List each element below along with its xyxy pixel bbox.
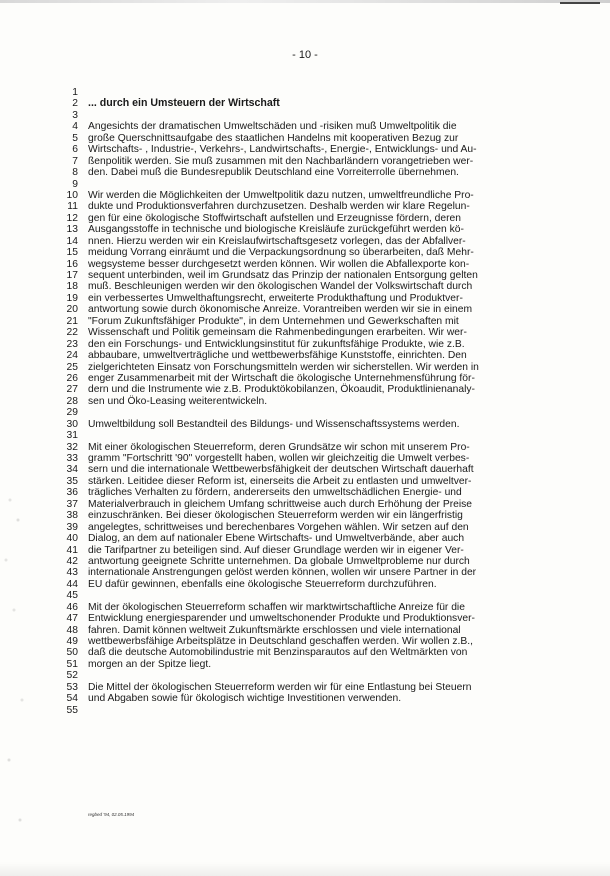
line-number: 54	[66, 693, 78, 705]
text-line	[0, 144, 610, 155]
text-line	[0, 247, 610, 258]
line-text: muß. Beschleunigen werden wir den ökologischen Wandel der Volkswirtschaft durch	[88, 281, 473, 293]
line-number: 16	[66, 258, 78, 270]
text-line	[0, 201, 610, 212]
line-text: Umweltbildung soll Bestandteil des Bildungs- und Wissenschaftssystems werden.	[88, 418, 460, 430]
line-text: und Abgaben sowie für ökologisch wichtige Investitionen verwenden.	[88, 693, 402, 705]
text-line	[0, 407, 610, 418]
line-number: 42	[66, 555, 78, 567]
text-line	[0, 339, 610, 350]
line-number: 3	[72, 109, 78, 121]
line-number: 40	[66, 533, 78, 545]
line-number: 36	[66, 487, 78, 499]
text-line	[0, 556, 610, 567]
line-number: 8	[72, 167, 78, 179]
line-text: enger Zusammenarbeit mit der Wirtschaft die ökologische Unternehmensführung för-	[88, 372, 475, 384]
line-text: "Forum Zukunftsfähiger Produkte", in dem Unternehmen und Gewerkschaften mit	[88, 315, 459, 327]
line-text: abbaubare, umweltverträgliche und wettbewerbsfähige Kunststoffe, einrichten. Den	[88, 350, 467, 362]
line-number: 51	[66, 658, 78, 670]
text-line	[0, 224, 610, 235]
line-text: Angesichts der dramatischen Umweltschäden und -risiken muß Umweltpolitik die	[88, 121, 457, 133]
line-text: ßenpolitik werden. Sie muß zusammen mit den Nachbarländern vorangetrieben wer-	[88, 155, 474, 167]
line-text: große Querschnittsaufgabe des staatlichen Handelns mit kooperativen Bezug zur	[88, 132, 459, 144]
scan-bottom-edge	[0, 862, 610, 876]
line-text: trägliches Verhalten zu fördern, andererseits den umweltschädlichen Energie- und	[88, 487, 462, 499]
text-line	[0, 705, 610, 716]
text-line	[0, 567, 610, 578]
text-line	[0, 545, 610, 556]
line-number: 31	[66, 430, 78, 442]
line-number: 30	[66, 418, 78, 430]
text-line	[0, 613, 610, 624]
line-number: 41	[66, 544, 78, 556]
line-text: internationale Anstrengungen gelöst werden können, wollen wir unsere Partner in der	[88, 567, 477, 579]
line-text: den. Dabei muß die Bundesrepublik Deutschland eine Vorreiterrolle übernehmen.	[88, 167, 459, 179]
text-line	[0, 430, 610, 441]
line-number: 1	[72, 87, 78, 98]
text-line	[0, 293, 610, 304]
line-text: einzuschränken. Bei dieser ökologischen Steuerreform werden wir ein längerfristig	[88, 510, 463, 522]
line-text: gramm "Fortschritt '90" vorgestellt haben, wollen wir gleichzeitig die Umwelt verbes-	[88, 453, 470, 464]
line-text: antwortung sowie durch ökonomische Anreize. Vorantreiben werden wir sie in einem	[88, 304, 473, 316]
text-line	[0, 110, 610, 121]
line-number: 10	[66, 189, 78, 201]
text-line	[0, 659, 610, 670]
text-line	[0, 453, 610, 464]
text-line	[0, 636, 610, 647]
line-text: sequent unterbinden, weil im Grundsatz das Prinzip der nationalen Entsorgung gelten	[88, 270, 478, 281]
text-line	[0, 316, 610, 327]
text-line	[0, 419, 610, 430]
text-line	[0, 693, 610, 704]
text-line	[0, 647, 610, 658]
line-number: 34	[66, 464, 78, 476]
text-line	[0, 304, 610, 315]
text-line	[0, 510, 610, 521]
line-text: gen für eine ökologische Stoffwirtschaft aufstellen und Erzeugnisse fördern, deren	[88, 212, 462, 224]
line-text: Materialverbrauch in gleichem Umfang schrittweise auch durch Erhöhung der Preise	[88, 498, 473, 510]
line-text: stärken. Leitidee dieser Reform ist, einerseits die Arbeit zu entlasten und umweltver-	[88, 475, 472, 487]
line-text: Mit einer ökologischen Steuerreform, deren Grundsätze wir schon mit unserem Pro-	[88, 441, 470, 453]
line-text: zielgerichteten Einsatz von Forschungsmitteln werden wir sicherstellen. Wir werden in	[88, 361, 479, 373]
line-number: 53	[66, 681, 78, 693]
line-number: 38	[66, 510, 78, 522]
text-line	[0, 602, 610, 613]
page-number: - 10 -	[292, 49, 318, 61]
line-text: antwortung geeignete Schritte unternehmen. Da globale Umweltprobleme nur durch	[88, 555, 470, 567]
line-text: wettbewerbsfähige Arbeitsplätze in Deutschland geschaffen werden. Wir wollen z.B.,	[88, 636, 474, 647]
line-number: 32	[66, 441, 78, 453]
line-number: 18	[66, 281, 78, 293]
line-text: morgen an der Spitze liegt.	[88, 658, 212, 670]
line-number: 15	[66, 247, 78, 259]
line-text: fahren. Damit können weltweit Zukunftsmärkte erschlossen und viele international	[88, 624, 461, 636]
line-text: sern und die internationale Wettbewerbsfähigkeit der deutschen Wirtschaft dauerhaft	[88, 464, 474, 476]
line-number: 5	[72, 132, 78, 144]
text-line	[0, 327, 610, 338]
line-text: dern und die Instrumente wie z.B. Produktökobilanzen, Ökoaudit, Produktlinienanaly-	[88, 384, 475, 396]
text-line	[0, 179, 610, 190]
line-number: 44	[66, 578, 78, 590]
line-number: 29	[66, 407, 78, 419]
text-line	[0, 487, 610, 498]
text-line	[0, 373, 610, 384]
text-line	[0, 464, 610, 475]
line-number: 47	[66, 613, 78, 625]
text-line	[0, 442, 610, 453]
line-number: 37	[66, 498, 78, 510]
line-number: 21	[66, 315, 78, 327]
text-line	[0, 167, 610, 178]
line-number: 35	[66, 475, 78, 487]
line-number: 2	[72, 98, 78, 110]
text-line	[0, 533, 610, 544]
document-body	[0, 87, 610, 716]
text-line	[0, 625, 610, 636]
line-text: wegsysteme besser durchgesetzt werden können. Wir wollen die Abfallexporte kon-	[88, 258, 470, 270]
line-number: 45	[66, 590, 78, 602]
line-text: Mit der ökologischen Steuerreform schaffen wir marktwirtschaftliche Anreize für die	[88, 601, 465, 613]
line-text: Wissenschaft und Politik gemeinsam die Rahmenbedingungen erarbeiten. Wir wer-	[88, 327, 467, 339]
line-number: 43	[66, 567, 78, 579]
line-number: 39	[66, 521, 78, 533]
text-line	[0, 350, 610, 361]
line-number: 48	[66, 624, 78, 636]
line-number: 25	[66, 361, 78, 373]
line-text: Die Mittel der ökologischen Steuerreform werden wir für eine Entlastung bei Steuern	[88, 681, 472, 693]
line-text: dukte und Produktionsverfahren durchzusetzen. Deshalb werden wir klare Regelun-	[88, 201, 470, 213]
line-number: 27	[66, 384, 78, 396]
line-number: 33	[66, 453, 78, 464]
line-text: nnen. Hierzu werden wir ein Kreislaufwirtschaftsgesetz vorlegen, das der Abfallver-	[88, 235, 466, 247]
line-number: 49	[66, 636, 78, 647]
text-line	[0, 281, 610, 292]
section-heading: ... durch ein Umsteuern der Wirtschaft	[88, 97, 280, 110]
line-text: sen und Öko-Leasing weiterentwickeln.	[88, 395, 268, 407]
line-number: 17	[66, 270, 78, 281]
line-number: 13	[66, 224, 78, 236]
line-number: 4	[72, 121, 78, 133]
line-text: EU dafür gewinnen, ebenfalls eine ökologische Steuerreform durchzuführen.	[88, 578, 437, 590]
text-line	[0, 384, 610, 395]
line-number: 22	[66, 327, 78, 339]
line-number: 50	[66, 647, 78, 659]
line-number: 6	[72, 144, 78, 156]
line-number: 14	[66, 235, 78, 247]
line-number: 20	[66, 304, 78, 316]
text-line	[0, 259, 610, 270]
line-number: 24	[66, 350, 78, 362]
line-text: den ein Forschungs- und Entwicklungsinstitut für zukunftsfähige Produkte, wie z.B.	[88, 338, 465, 350]
line-number: 26	[66, 372, 78, 384]
text-line	[0, 499, 610, 510]
text-line	[0, 476, 610, 487]
text-line	[0, 236, 610, 247]
scan-top-edge	[0, 0, 610, 3]
line-text: die Tarifpartner zu beteiligen sind. Auf dieser Grundlage werden wir in eigener Ver-	[88, 544, 464, 556]
line-text: angelegtes, schrittweises und berechenbares Vorgehen wählen. Wir setzen auf den	[88, 521, 469, 533]
line-number: 23	[66, 338, 78, 350]
text-line	[0, 270, 610, 281]
line-text: Ausgangsstoffe in technische und biologische Kreisläufe zurückgeführt werden kö-	[88, 224, 464, 236]
text-line	[0, 133, 610, 144]
section-heading-line	[0, 98, 610, 109]
line-text: daß die deutsche Automobilindustrie mit Benzinsparautos auf den Weltmärkten von	[88, 647, 468, 659]
line-text: Wir werden die Möglichkeiten der Umweltpolitik dazu nutzen, umweltfreundliche Pro-	[88, 189, 474, 201]
page-footer: regbed '94, 02.05.1994	[88, 812, 135, 817]
text-line	[0, 682, 610, 693]
text-line	[0, 121, 610, 132]
text-line	[0, 396, 610, 407]
line-number: 19	[66, 292, 78, 304]
text-line	[0, 190, 610, 201]
line-number: 7	[72, 155, 78, 167]
scan-corner-mark	[560, 2, 600, 4]
text-line	[0, 522, 610, 533]
text-line	[0, 579, 610, 590]
line-number: 28	[66, 395, 78, 407]
text-line	[0, 362, 610, 373]
line-text: ein verbessertes Umwelthaftungsrecht, erweiterte Produkthaftung und Produktver-	[88, 292, 463, 304]
line-text: meidung Vorrang einräumt und die Verpackungsordnung so überarbeiten, daß Mehr-	[88, 247, 474, 259]
line-number: 12	[66, 212, 78, 224]
line-number: 46	[66, 601, 78, 613]
text-line	[0, 670, 610, 681]
text-line	[0, 213, 610, 224]
line-number: 52	[66, 670, 78, 682]
line-number: 9	[72, 178, 78, 190]
line-number: 55	[66, 704, 78, 716]
text-line	[0, 590, 610, 601]
line-text: Dialog, an dem auf nationaler Ebene Wirtschafts- und Umweltverbände, aber auch	[88, 533, 465, 545]
line-text: Entwicklung energiesparender und umweltschonender Produkte und Produktionsver-	[88, 613, 475, 625]
line-text: Wirtschafts- , Industrie-, Verkehrs-, Landwirtschafts-, Energie-, Entwicklungs- und Au-	[88, 144, 477, 156]
text-line	[0, 156, 610, 167]
line-number: 11	[67, 201, 78, 213]
